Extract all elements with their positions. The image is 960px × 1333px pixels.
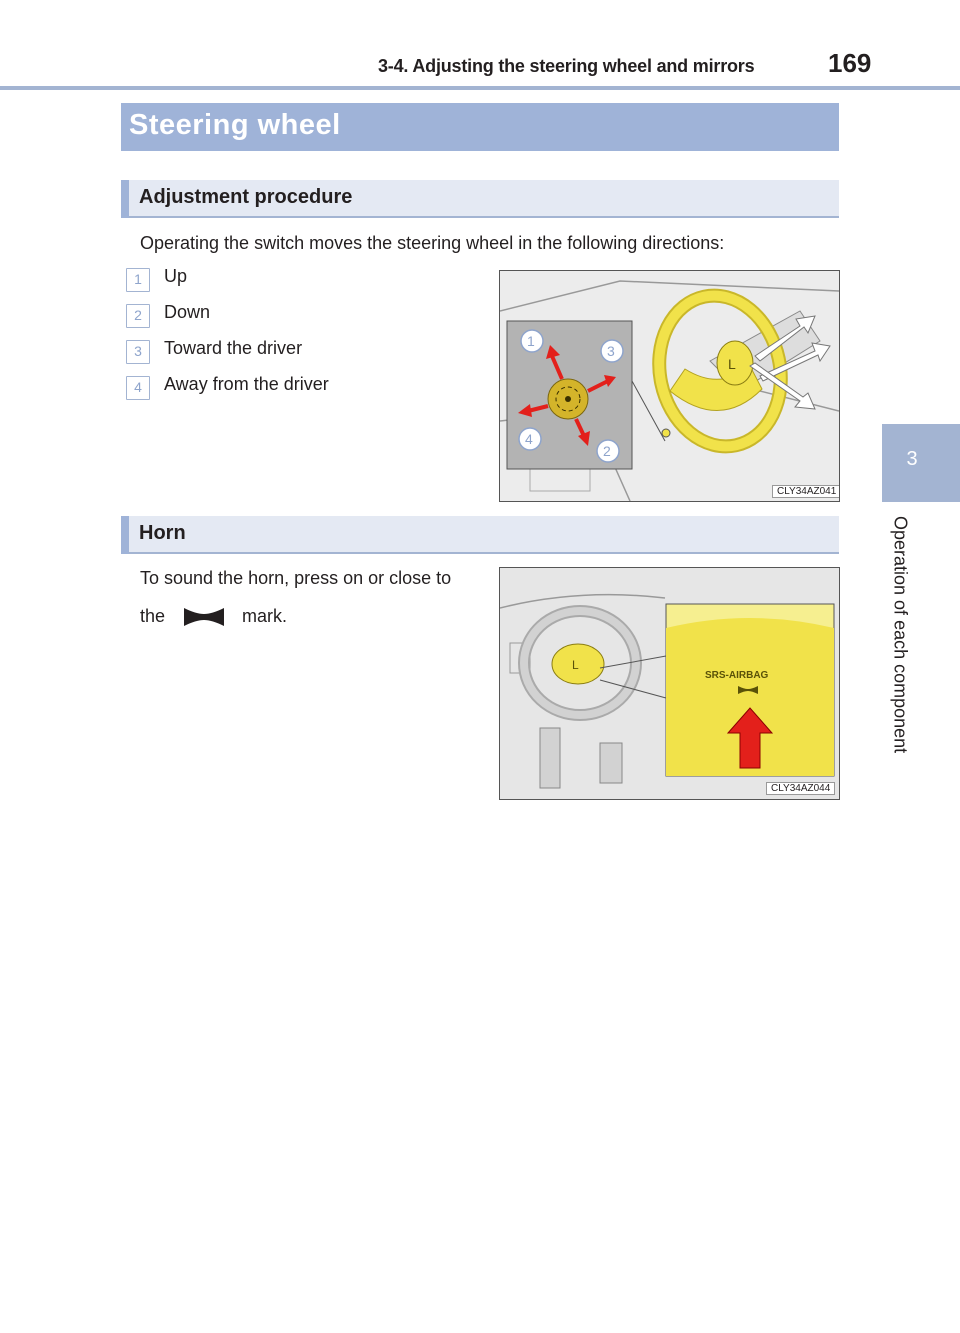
item-number: 3 [126,340,150,364]
header-rule [0,86,960,90]
adjustment-intro: Operating the switch moves the steering wheel in the following directions: [140,233,725,253]
horn-figure [499,567,840,800]
subsection-horn-bar [121,516,839,554]
item-number: 4 [126,376,150,400]
chapter-number: 3 [906,448,918,470]
svg-text:L: L [728,356,736,372]
item-number: 1 [126,268,150,292]
airbag-label: SRS-AIRBAG [705,670,769,681]
svg-text:L: L [572,658,579,672]
chapter-tab [882,424,960,502]
subsection-horn-title: Horn [139,522,186,544]
running-header: 3-4. Adjusting the steering wheel and mirrors [378,56,755,76]
steering-adjustment-figure [499,270,840,502]
page-number: 169 [828,48,872,78]
callout-2: 2 [603,443,611,459]
chapter-title: Operation of each component [890,516,911,754]
callout-4: 4 [525,431,533,447]
figure-code: CLY34AZ041 [772,485,840,498]
section-title: Steering wheel [129,109,341,141]
callout-3: 3 [607,343,615,359]
subsection-adjustment-title: Adjustment procedure [139,186,353,208]
chapter-title-vertical [870,516,930,776]
subsection-adjustment-bar [121,180,839,218]
horn-text-the: the [140,606,166,626]
callout-1: 1 [527,333,535,349]
figure-code: CLY34AZ044 [766,782,835,795]
horn-icon [182,604,226,630]
item-number: 2 [126,304,150,328]
item-label: Away from the driver [164,374,329,394]
item-label: Down [164,302,211,322]
section-title-bar [121,103,839,151]
horn-text-line1: To sound the horn, press on or close to [140,568,452,588]
horn-text-mark: mark. [242,606,287,626]
item-label: Up [164,266,188,286]
item-label: Toward the driver [164,338,303,358]
steering-illustration [500,271,839,501]
horn-illustration [500,568,839,799]
